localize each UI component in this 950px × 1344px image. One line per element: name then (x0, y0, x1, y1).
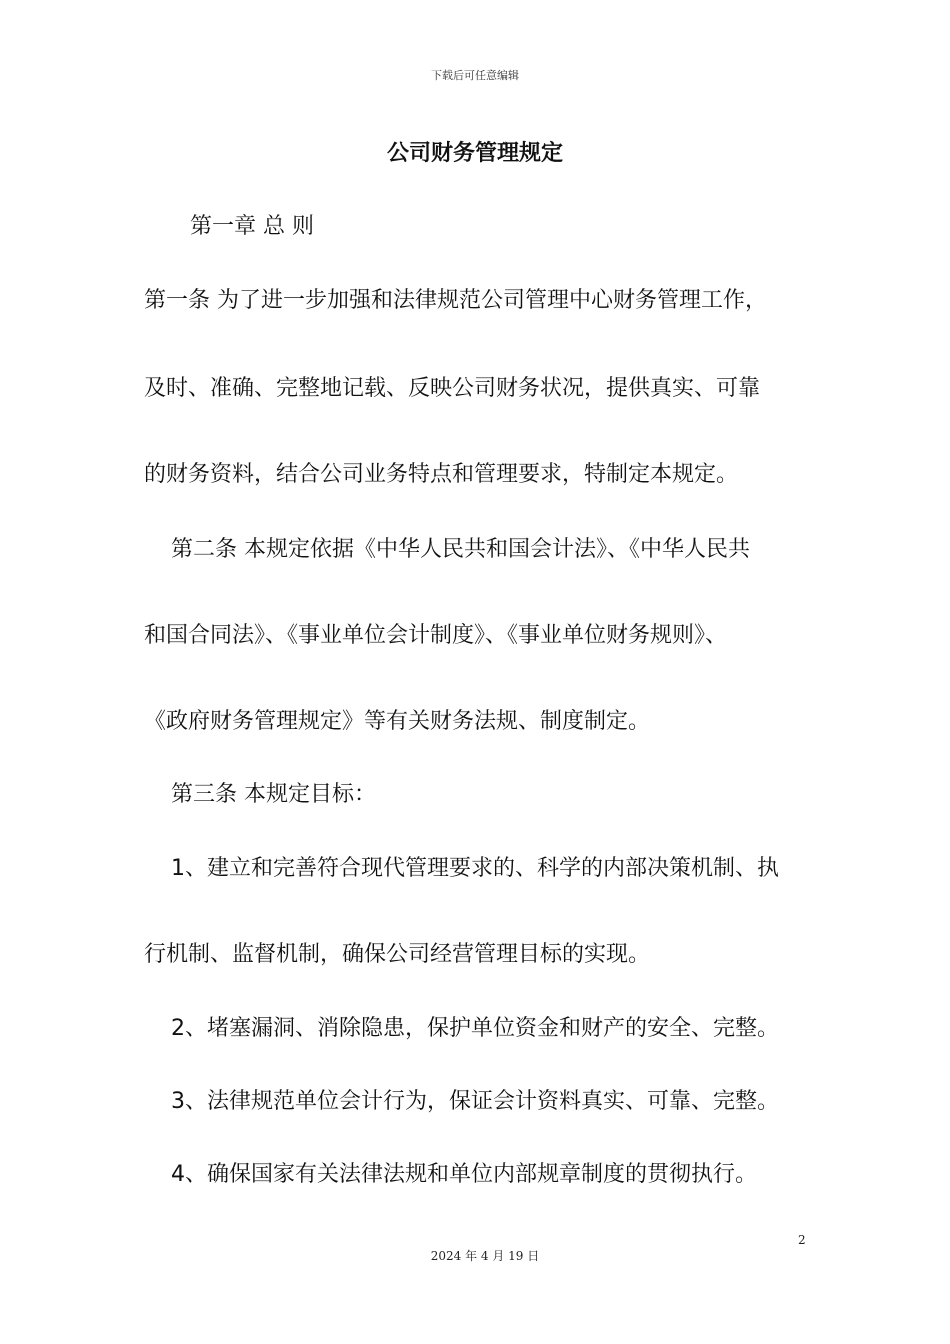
body-line: 和国合同法》、《事业单位会计制度》、《事业单位财务规则》、 (144, 623, 728, 648)
document-title: 公司财务管理规定 (386, 141, 563, 166)
body-line: 第三条 本规定目标： (171, 782, 376, 807)
body-line: 1、建立和完善符合现代管理要求的、科学的内部决策机制、执 (171, 856, 779, 881)
body-line: 及时、准确、完整地记载、反映公司财务状况，提供真实、可靠 (144, 376, 761, 401)
body-line: 的财务资料，结合公司业务特点和管理要求，特制定本规定。 (144, 462, 739, 487)
body-line: 2、堵塞漏洞、消除隐患，保护单位资金和财产的安全、完整。 (171, 1016, 779, 1041)
body-line: 行机制、监督机制，确保公司经营管理目标的实现。 (144, 942, 651, 967)
body-line: 第二条 本规定依据《中华人民共和国会计法》、《中华人民共 (171, 537, 750, 562)
page-number: 2 (798, 1233, 806, 1247)
body-line: 3、法律规范单位会计行为，保证会计资料真实、可靠、完整。 (171, 1089, 779, 1114)
body-line: 第一条 为了进一步加强和法律规范公司管理中心财务管理工作， (144, 288, 767, 313)
body-line: 4、确保国家有关法律法规和单位内部规章制度的贯彻执行。 (171, 1162, 757, 1187)
body-line: 《政府财务管理规定》等有关财务法规、制度制定。 (144, 709, 651, 734)
footer-date: 2024 年 4 月 19 日 (430, 1249, 540, 1263)
chapter-heading: 第一章 总 则 (190, 214, 314, 239)
header-note: 下载后可任意编辑 (431, 69, 519, 82)
